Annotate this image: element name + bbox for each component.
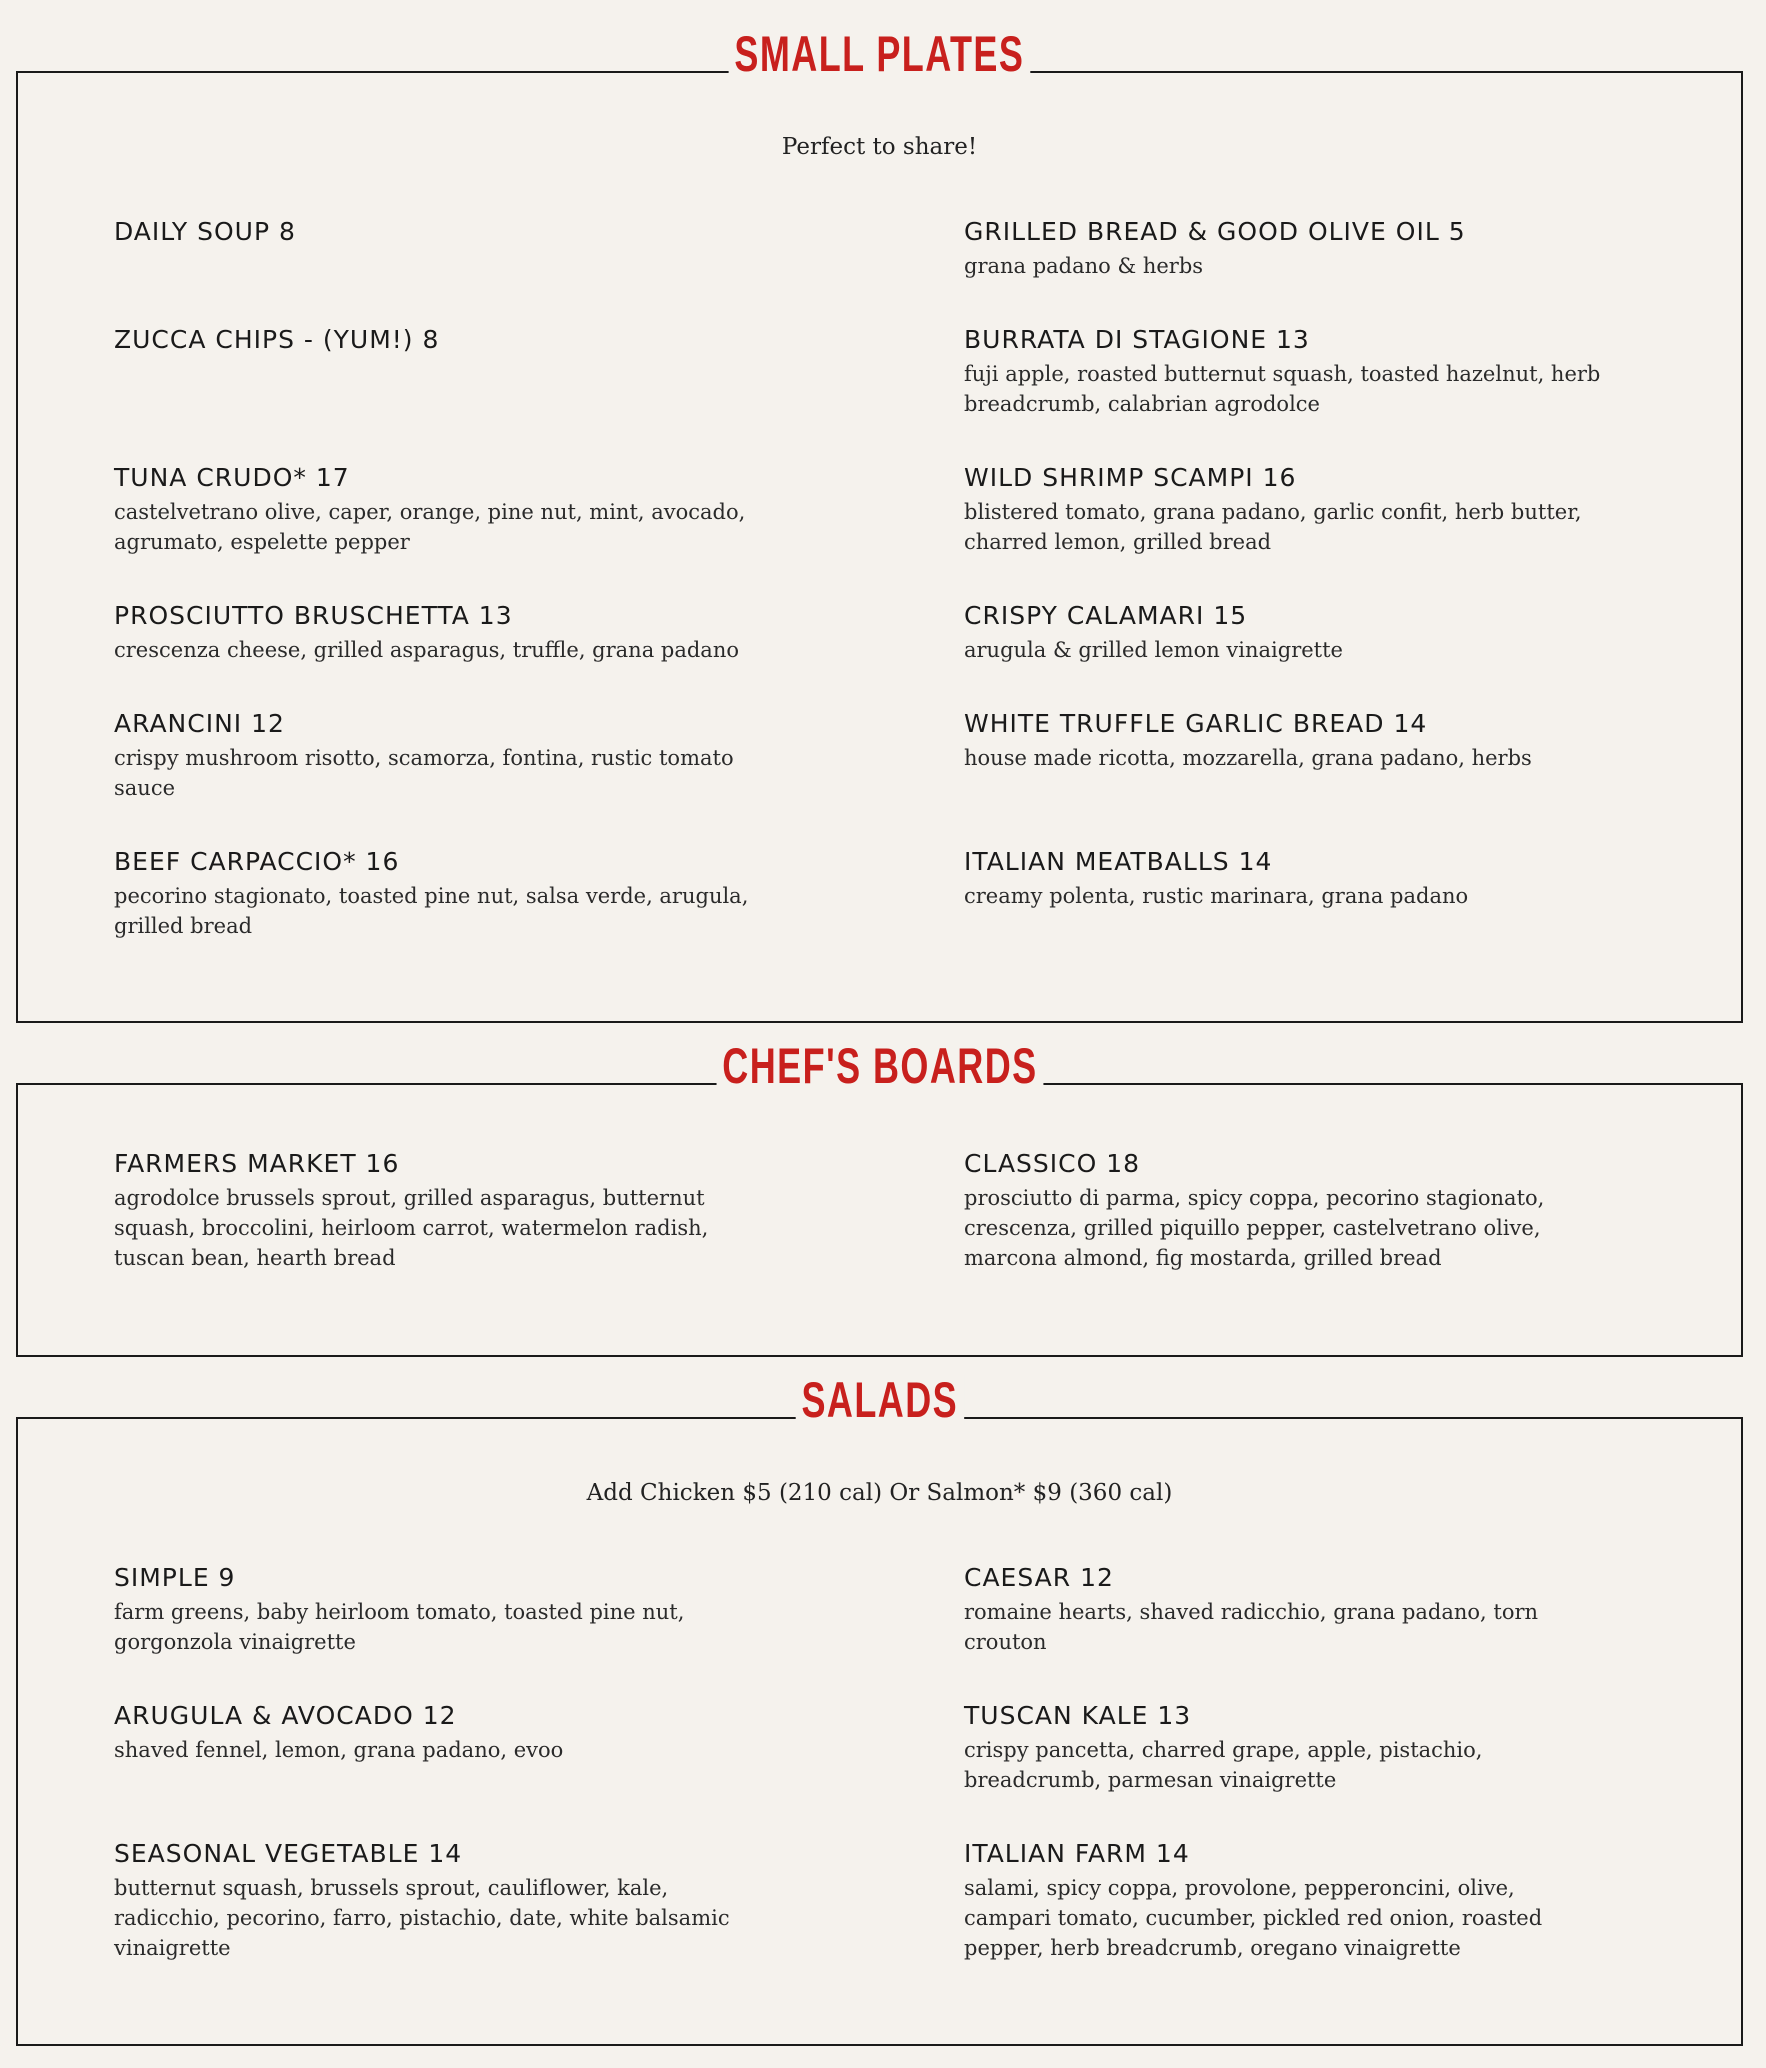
menu-item xyxy=(964,323,1604,419)
menu-item xyxy=(114,1837,754,1963)
section-title-text: SALADS xyxy=(795,1375,963,1425)
item-description: castelvetrano olive, caper, orange, pine nut, mint, avocado, agrumato, espelette pepper xyxy=(114,500,746,554)
menu-item xyxy=(114,323,754,357)
item-description: blistered tomato, grana padano, garlic confit, herb butter, charred lemon, grilled bread xyxy=(964,500,1582,554)
item-description: crispy mushroom risotto, scamorza, fontina, rustic tomato sauce xyxy=(114,746,734,800)
section-title-small-plates xyxy=(18,26,1741,82)
item-name: BURRATA DI STAGIONE 13 xyxy=(964,325,1310,354)
item-description: crescenza cheese, grilled asparagus, truffle, grana padano xyxy=(114,638,739,662)
menu-item xyxy=(964,1147,1604,1273)
item-description: farm greens, baby heirloom tomato, toasted pine nut, gorgonzola vinaigrette xyxy=(114,1600,685,1654)
item-name: CRISPY CALAMARI 15 xyxy=(964,601,1248,630)
item-name: GRILLED BREAD & GOOD OLIVE OIL 5 xyxy=(964,217,1466,246)
section-title-text: CHEF'S BOARDS xyxy=(716,1041,1043,1091)
item-description: romaine hearts, shaved radicchio, grana padano, torn crouton xyxy=(964,1600,1539,1654)
item-name: SEASONAL VEGETABLE 14 xyxy=(114,1839,463,1868)
chefs-boards-section xyxy=(16,1038,1743,1357)
item-description: agrodolce brussels sprout, grilled asparagus, butternut squash, broccolini, heirloom carrot, watermelon radish, tuscan bean, hearth bread xyxy=(114,1186,709,1270)
section-title-salads xyxy=(18,1372,1741,1428)
item-description: shaved fennel, lemon, grana padano, evoo xyxy=(114,1738,564,1762)
item-name: BEEF CARPACCIO* 16 xyxy=(114,847,400,876)
menu-item xyxy=(114,845,754,941)
menu-item xyxy=(114,599,754,665)
item-name: ZUCCA CHIPS - (YUM!) 8 xyxy=(114,325,440,354)
item-name: SIMPLE 9 xyxy=(114,1563,236,1592)
item-name: DAILY SOUP 8 xyxy=(114,217,296,246)
item-description: house made ricotta, mozzarella, grana padano, herbs xyxy=(964,746,1532,770)
item-name: FARMERS MARKET 16 xyxy=(114,1149,400,1178)
menu-item xyxy=(964,845,1604,911)
menu-item xyxy=(964,599,1604,665)
item-name: ITALIAN FARM 14 xyxy=(964,1839,1190,1868)
menu-item xyxy=(114,461,754,557)
item-description: prosciutto di parma, spicy coppa, pecorino stagionato, crescenza, grilled piquillo pepper, castelvetrano olive, marcona almond, fig mostarda, grilled bread xyxy=(964,1186,1545,1270)
item-description: pecorino stagionato, toasted pine nut, salsa verde, arugula, grilled bread xyxy=(114,884,749,938)
menu-item xyxy=(964,1561,1604,1657)
small-plates-section xyxy=(16,26,1743,1023)
menu-item xyxy=(964,461,1604,557)
menu-item xyxy=(964,1837,1604,1963)
section-subtitle: Perfect to share! xyxy=(781,134,978,160)
menu-item xyxy=(964,707,1604,773)
menu-item xyxy=(964,215,1604,281)
menu-item xyxy=(964,1699,1604,1795)
menu-item xyxy=(114,707,754,803)
item-name: WILD SHRIMP SCAMPI 16 xyxy=(964,463,1297,492)
item-name: WHITE TRUFFLE GARLIC BREAD 14 xyxy=(964,709,1428,738)
menu-item xyxy=(114,215,754,249)
item-name: TUNA CRUDO* 17 xyxy=(114,463,350,492)
item-description: fuji apple, roasted butternut squash, toasted hazelnut, herb breadcrumb, calabrian agrodolce xyxy=(964,362,1601,416)
item-name: PROSCIUTTO BRUSCHETTA 13 xyxy=(114,601,513,630)
menu-item xyxy=(114,1147,754,1273)
item-name: CAESAR 12 xyxy=(964,1563,1114,1592)
salads-section xyxy=(16,1372,1743,2046)
item-name: CLASSICO 18 xyxy=(964,1149,1141,1178)
item-name: ARUGULA & AVOCADO 12 xyxy=(114,1701,457,1730)
item-description: butternut squash, brussels sprout, cauliflower, kale, radicchio, pecorino, farro, pistachio, date, white balsamic vinaigrette xyxy=(114,1876,730,1960)
menu-item xyxy=(114,1699,754,1765)
section-subtitle: Add Chicken $5 (210 cal) Or Salmon* $9 (360 cal) xyxy=(586,1480,1173,1506)
item-description: grana padano & herbs xyxy=(964,254,1204,278)
item-name: ITALIAN MEATBALLS 14 xyxy=(964,847,1273,876)
section-title-text: SMALL PLATES xyxy=(729,29,1030,79)
item-description: crispy pancetta, charred grape, apple, pistachio, breadcrumb, parmesan vinaigrette xyxy=(964,1738,1483,1792)
section-title-chefs-boards xyxy=(18,1038,1741,1094)
item-name: ARANCINI 12 xyxy=(114,709,285,738)
item-description: salami, spicy coppa, provolone, pepperoncini, olive, campari tomato, cucumber, pickled red onion, roasted pepper, herb breadcrumb, oregano vinaigrette xyxy=(964,1876,1543,1960)
item-description: creamy polenta, rustic marinara, grana padano xyxy=(964,884,1469,908)
item-description: arugula & grilled lemon vinaigrette xyxy=(964,638,1343,662)
menu-item xyxy=(114,1561,754,1657)
item-name: TUSCAN KALE 13 xyxy=(964,1701,1192,1730)
